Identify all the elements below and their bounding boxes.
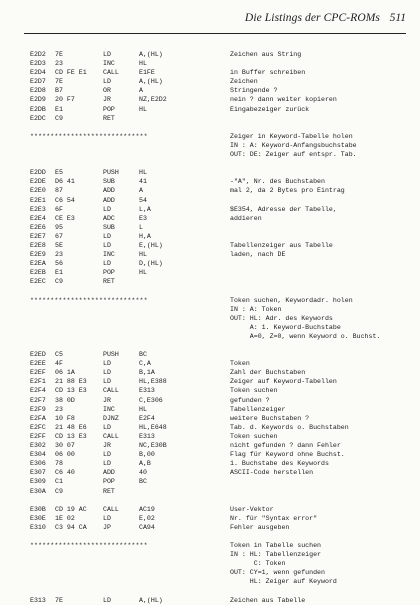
section-note-text: HL: Zeiger auf Keyword — [230, 578, 337, 586]
code-hex-bytes: 30 07 — [55, 442, 75, 450]
code-line — [0, 268, 420, 277]
code-hex-bytes: 95 — [55, 223, 63, 231]
code-operand: HL — [139, 251, 147, 259]
page-number: 511 — [389, 12, 406, 24]
code-line — [0, 487, 420, 496]
code-address: E2D9 — [30, 96, 46, 104]
code-address: E2E3 — [30, 205, 46, 213]
code-hex-bytes: 06 1A — [55, 369, 75, 377]
code-mnemonic: CALL — [103, 432, 119, 440]
code-mnemonic: JR — [103, 442, 111, 450]
code-comment: Token — [230, 360, 250, 368]
code-comment: Nr. für "Syntax error" — [230, 514, 318, 522]
code-address: E2E7 — [30, 232, 46, 240]
code-address: E2EB — [30, 269, 46, 277]
code-operand: H,A — [139, 232, 151, 240]
code-operand: B,1A — [139, 369, 155, 377]
code-line — [0, 450, 420, 459]
code-hex-bytes: D6 41 — [55, 178, 75, 186]
code-hex-bytes: E1 — [55, 105, 63, 113]
code-line — [0, 386, 420, 395]
code-hex-bytes: 78 — [55, 460, 63, 468]
code-operand: 41 — [139, 178, 147, 186]
code-mnemonic: LD — [103, 205, 111, 213]
code-address: E2EF — [30, 369, 46, 377]
code-line — [0, 59, 420, 68]
section-header — [0, 132, 420, 141]
code-line — [0, 596, 420, 605]
section-title: Token suchen, Keywordadr. holen — [230, 296, 353, 304]
code-line — [0, 523, 420, 532]
code-hex-bytes: 87 — [55, 187, 63, 195]
code-mnemonic: POP — [103, 478, 115, 486]
code-comment: $E354, Adresse der Tabelle, — [230, 205, 337, 213]
code-address: E2DB — [30, 105, 46, 113]
code-comment: Tab. d. Keywords o. Buchstaben — [230, 423, 349, 431]
code-mnemonic: RET — [103, 114, 115, 122]
code-operand: E,(HL) — [139, 241, 163, 249]
code-hex-bytes: 7E — [55, 596, 63, 604]
code-comment: -"A", Nr. des Buchstaben — [230, 178, 325, 186]
code-comment: Tabellenzeiger aus Tabelle — [230, 241, 333, 249]
code-address: E2E1 — [30, 196, 46, 204]
code-mnemonic: LD — [103, 460, 111, 468]
code-mnemonic: ADD — [103, 187, 115, 195]
section-note — [0, 141, 420, 150]
page-header — [0, 0, 420, 36]
code-hex-bytes: E5 — [55, 169, 63, 177]
section-note-text: OUT: DE: Zeiger auf entspr. Tab. — [230, 151, 357, 159]
code-comment: Token suchen — [230, 432, 278, 440]
code-hex-bytes: C9 — [55, 114, 63, 122]
code-mnemonic: LD — [103, 514, 111, 522]
code-comment: Stringende ? — [230, 87, 278, 95]
code-line — [0, 214, 420, 223]
code-operand: HL,E648 — [139, 423, 167, 431]
code-mnemonic: JP — [103, 523, 111, 531]
code-hex-bytes: CD 13 E3 — [55, 387, 87, 395]
code-line — [0, 177, 420, 186]
code-address: E2E8 — [30, 241, 46, 249]
code-line — [0, 441, 420, 450]
code-comment: User-Vektor — [230, 505, 274, 513]
code-operand: A,B — [139, 460, 151, 468]
code-mnemonic: POP — [103, 105, 115, 113]
code-hex-bytes: 7E — [55, 78, 63, 86]
code-operand: A,(HL) — [139, 596, 163, 604]
section-note-text: OUT: HL: Adr. des Keywords — [230, 314, 333, 322]
code-comment: in Buffer schreiben — [230, 69, 306, 77]
code-operand: HL — [139, 105, 147, 113]
code-hex-bytes: 10 F8 — [55, 414, 75, 422]
spacer — [0, 341, 420, 350]
code-hex-bytes: 06 00 — [55, 451, 75, 459]
code-line — [0, 105, 420, 114]
code-hex-bytes: 4F — [55, 360, 63, 368]
section-note-text: A: 1. Keyword-Buchstabe — [230, 323, 341, 331]
code-address: E2DE — [30, 178, 46, 186]
code-operand: BC — [139, 478, 147, 486]
code-mnemonic: LD — [103, 78, 111, 86]
code-address: E2EC — [30, 278, 46, 286]
code-comment: Zeiger auf Keyword-Tabellen — [230, 378, 337, 386]
code-address: E2E6 — [30, 223, 46, 231]
code-operand: A — [139, 87, 143, 95]
code-line — [0, 241, 420, 250]
code-address: E307 — [30, 469, 46, 477]
code-address: E2FF — [30, 432, 46, 440]
section-note — [0, 577, 420, 586]
code-hex-bytes: C6 54 — [55, 196, 75, 204]
code-address: E2DC — [30, 114, 46, 122]
code-line — [0, 68, 420, 77]
code-mnemonic: LD — [103, 451, 111, 459]
code-hex-bytes: B7 — [55, 87, 63, 95]
code-comment: nein ? dann weiter kopieren — [230, 96, 337, 104]
code-line — [0, 168, 420, 177]
section-note — [0, 314, 420, 323]
code-line — [0, 95, 420, 104]
code-mnemonic: INC — [103, 251, 115, 259]
code-hex-bytes: C9 — [55, 487, 63, 495]
code-address: E2D4 — [30, 69, 46, 77]
code-hex-bytes: CD 19 AC — [55, 505, 87, 513]
code-hex-bytes: 21 88 E3 — [55, 378, 87, 386]
section-note-text: IN : A: Keyword-Anfangsbuchstabe — [230, 141, 357, 149]
code-address: E2EE — [30, 360, 46, 368]
code-line — [0, 396, 420, 405]
code-operand: E,02 — [139, 514, 155, 522]
code-address: E2ED — [30, 351, 46, 359]
code-operand: C,A — [139, 360, 151, 368]
code-mnemonic: PUSH — [103, 351, 119, 359]
code-operand: HL — [139, 60, 147, 68]
section-note — [0, 568, 420, 577]
code-line — [0, 232, 420, 241]
code-address: E2FC — [30, 423, 46, 431]
code-hex-bytes: 7E — [55, 51, 63, 58]
code-address: E304 — [30, 451, 46, 459]
code-operand: A — [139, 187, 143, 195]
code-hex-bytes: C9 — [55, 278, 63, 286]
code-comment: Eingabezeiger zurück — [230, 105, 310, 113]
code-hex-bytes: E1 — [55, 269, 63, 277]
star-divider: ***************************** — [30, 296, 148, 304]
code-operand: E2F4 — [139, 414, 155, 422]
code-comment: Fehler ausgeben — [230, 523, 290, 531]
code-mnemonic: SUB — [103, 178, 115, 186]
header-rule — [24, 33, 406, 34]
code-mnemonic: ADD — [103, 469, 115, 477]
code-hex-bytes: 38 0D — [55, 396, 75, 404]
code-comment: Flag für Keyword ohne Buchst. — [230, 451, 345, 459]
code-comment: 1. Buchstabe des Keywords — [230, 460, 329, 468]
code-comment: Zeichen — [230, 78, 258, 86]
section-title: Zeiger in Keyword-Tabelle holen — [230, 132, 353, 140]
code-operand: E313 — [139, 432, 155, 440]
code-comment: Zeichen aus Tabelle — [230, 596, 306, 604]
code-address: E2F4 — [30, 387, 46, 395]
code-address: E2D8 — [30, 87, 46, 95]
code-line — [0, 505, 420, 514]
code-hex-bytes: C6 40 — [55, 469, 75, 477]
section-note — [0, 323, 420, 332]
spacer — [0, 123, 420, 132]
code-address: E2EA — [30, 260, 46, 268]
code-operand: E313 — [139, 387, 155, 395]
code-comment: laden, nach DE — [230, 251, 286, 259]
section-note-text: C: Token — [230, 560, 286, 568]
code-address: E2F9 — [30, 405, 46, 413]
code-line — [0, 250, 420, 259]
section-header — [0, 296, 420, 305]
code-comment: ASCII-Code herstellen — [230, 469, 314, 477]
code-hex-bytes: 23 — [55, 405, 63, 413]
code-operand: HL,E388 — [139, 378, 167, 386]
code-hex-bytes: CD FE E1 — [55, 69, 87, 77]
code-operand: BC — [139, 351, 147, 359]
section-note — [0, 550, 420, 559]
code-address: E2E4 — [30, 214, 46, 222]
code-address: E2D2 — [30, 51, 46, 58]
code-mnemonic: RET — [103, 278, 115, 286]
code-operand: E3 — [139, 214, 147, 222]
spacer — [0, 532, 420, 541]
code-operand: 54 — [139, 196, 147, 204]
code-address: E2FA — [30, 414, 46, 422]
code-line — [0, 205, 420, 214]
code-hex-bytes: CD 13 E3 — [55, 432, 87, 440]
code-mnemonic: LD — [103, 232, 111, 240]
section-note-text: A=0, Z=0, wenn Keyword o. Buchst. — [230, 332, 381, 340]
code-comment: Zeichen aus String — [230, 51, 302, 58]
code-address: E2E0 — [30, 187, 46, 195]
code-address: E2F1 — [30, 378, 46, 386]
section-note — [0, 305, 420, 314]
code-hex-bytes: 67 — [55, 232, 63, 240]
code-comment: Tabellenzeiger — [230, 405, 286, 413]
code-line — [0, 186, 420, 195]
code-line — [0, 459, 420, 468]
star-divider: ***************************** — [30, 132, 148, 140]
code-operand: D,(HL) — [139, 260, 163, 268]
code-line — [0, 359, 420, 368]
code-line — [0, 77, 420, 86]
page-title: Die Listings der CPC-ROMs — [244, 12, 380, 24]
code-mnemonic: LD — [103, 360, 111, 368]
code-line — [0, 50, 420, 59]
code-operand: A,(HL) — [139, 51, 163, 58]
code-operand: CA94 — [139, 523, 155, 531]
code-mnemonic: RET — [103, 487, 115, 495]
code-hex-bytes: C5 — [55, 351, 63, 359]
code-line — [0, 277, 420, 286]
code-hex-bytes: C3 94 CA — [55, 523, 87, 531]
code-operand: L — [139, 223, 143, 231]
code-line — [0, 432, 420, 441]
section-header — [0, 541, 420, 550]
code-operand: 40 — [139, 469, 147, 477]
code-comment: nicht gefunden ? dann Fehler — [230, 442, 341, 450]
code-mnemonic: ADD — [103, 196, 115, 204]
code-address: E309 — [30, 478, 46, 486]
code-line — [0, 514, 420, 523]
code-address: E2F7 — [30, 396, 46, 404]
spacer — [0, 286, 420, 295]
code-hex-bytes: CE E3 — [55, 214, 75, 222]
code-mnemonic: ADC — [103, 214, 115, 222]
code-line — [0, 368, 420, 377]
code-address: E2E9 — [30, 251, 46, 259]
code-operand: NC,E30B — [139, 442, 167, 450]
code-address: E302 — [30, 442, 46, 450]
code-line — [0, 377, 420, 386]
code-mnemonic: CALL — [103, 505, 119, 513]
code-mnemonic: LD — [103, 51, 111, 58]
code-line — [0, 114, 420, 123]
code-mnemonic: POP — [103, 269, 115, 277]
code-operand: HL — [139, 405, 147, 413]
spacer — [0, 587, 420, 596]
code-comment: Zahl der Buchstaben — [230, 369, 306, 377]
code-operand: HL — [139, 169, 147, 177]
code-hex-bytes: 21 48 E6 — [55, 423, 87, 431]
code-mnemonic: INC — [103, 60, 115, 68]
code-line — [0, 223, 420, 232]
code-hex-bytes: 1E 02 — [55, 514, 75, 522]
code-line — [0, 477, 420, 486]
code-operand: A,(HL) — [139, 78, 163, 86]
code-address: E313 — [30, 596, 46, 604]
code-mnemonic: SUB — [103, 223, 115, 231]
code-operand: L,A — [139, 205, 151, 213]
code-line — [0, 86, 420, 95]
section-note-text: IN : HL: Tabellenzeiger — [230, 551, 322, 559]
code-mnemonic: PUSH — [103, 169, 119, 177]
code-hex-bytes: 5E — [55, 241, 63, 249]
code-hex-bytes: C1 — [55, 478, 63, 486]
code-mnemonic: CALL — [103, 387, 119, 395]
code-comment: weitere Buchstaben ? — [230, 414, 310, 422]
section-note — [0, 332, 420, 341]
code-operand: C,E306 — [139, 396, 163, 404]
code-mnemonic: OR — [103, 87, 111, 95]
code-address: E2DD — [30, 169, 46, 177]
code-operand: NZ,E2D2 — [139, 96, 167, 104]
code-address: E310 — [30, 523, 46, 531]
section-note — [0, 559, 420, 568]
code-hex-bytes: 23 — [55, 251, 63, 259]
code-address: E2D7 — [30, 78, 46, 86]
code-mnemonic: LD — [103, 596, 111, 604]
star-divider: ***************************** — [30, 542, 148, 550]
code-comment: gefunden ? — [230, 396, 270, 404]
code-line — [0, 423, 420, 432]
code-mnemonic: JR — [103, 96, 111, 104]
spacer — [0, 496, 420, 505]
code-line — [0, 350, 420, 359]
code-comment: Token suchen — [230, 387, 278, 395]
code-address: E30B — [30, 505, 46, 513]
code-operand: E1FE — [139, 69, 155, 77]
code-mnemonic: LD — [103, 260, 111, 268]
section-title: Token in Tabelle suchen — [230, 542, 322, 550]
code-hex-bytes: 56 — [55, 260, 63, 268]
code-line — [0, 405, 420, 414]
section-note-text: IN : A: Token — [230, 305, 282, 313]
code-line — [0, 259, 420, 268]
code-mnemonic: LD — [103, 369, 111, 377]
code-comment: mal 2, da 2 Bytes pro Eintrag — [230, 187, 345, 195]
code-mnemonic: LD — [103, 241, 111, 249]
code-address: E30A — [30, 487, 46, 495]
section-note-text: OUT: CY=1, wenn gefunden — [230, 569, 325, 577]
code-line — [0, 468, 420, 477]
code-operand: AC19 — [139, 505, 155, 513]
code-mnemonic: LD — [103, 423, 111, 431]
code-hex-bytes: 20 F7 — [55, 96, 75, 104]
code-mnemonic: INC — [103, 405, 115, 413]
code-mnemonic: JR — [103, 396, 111, 404]
code-hex-bytes: 6F — [55, 205, 63, 213]
code-comment: addieren — [230, 214, 262, 222]
code-line — [0, 196, 420, 205]
code-mnemonic: CALL — [103, 69, 119, 77]
code-line — [0, 414, 420, 423]
code-operand: HL — [139, 269, 147, 277]
code-address: E30E — [30, 514, 46, 522]
code-mnemonic: DJNZ — [103, 414, 119, 422]
section-note — [0, 150, 420, 159]
code-mnemonic: LD — [103, 378, 111, 386]
assembly-listing — [0, 50, 420, 605]
spacer — [0, 159, 420, 168]
code-address: E2D3 — [30, 60, 46, 68]
code-hex-bytes: 23 — [55, 60, 63, 68]
code-address: E306 — [30, 460, 46, 468]
code-operand: B,00 — [139, 451, 155, 459]
